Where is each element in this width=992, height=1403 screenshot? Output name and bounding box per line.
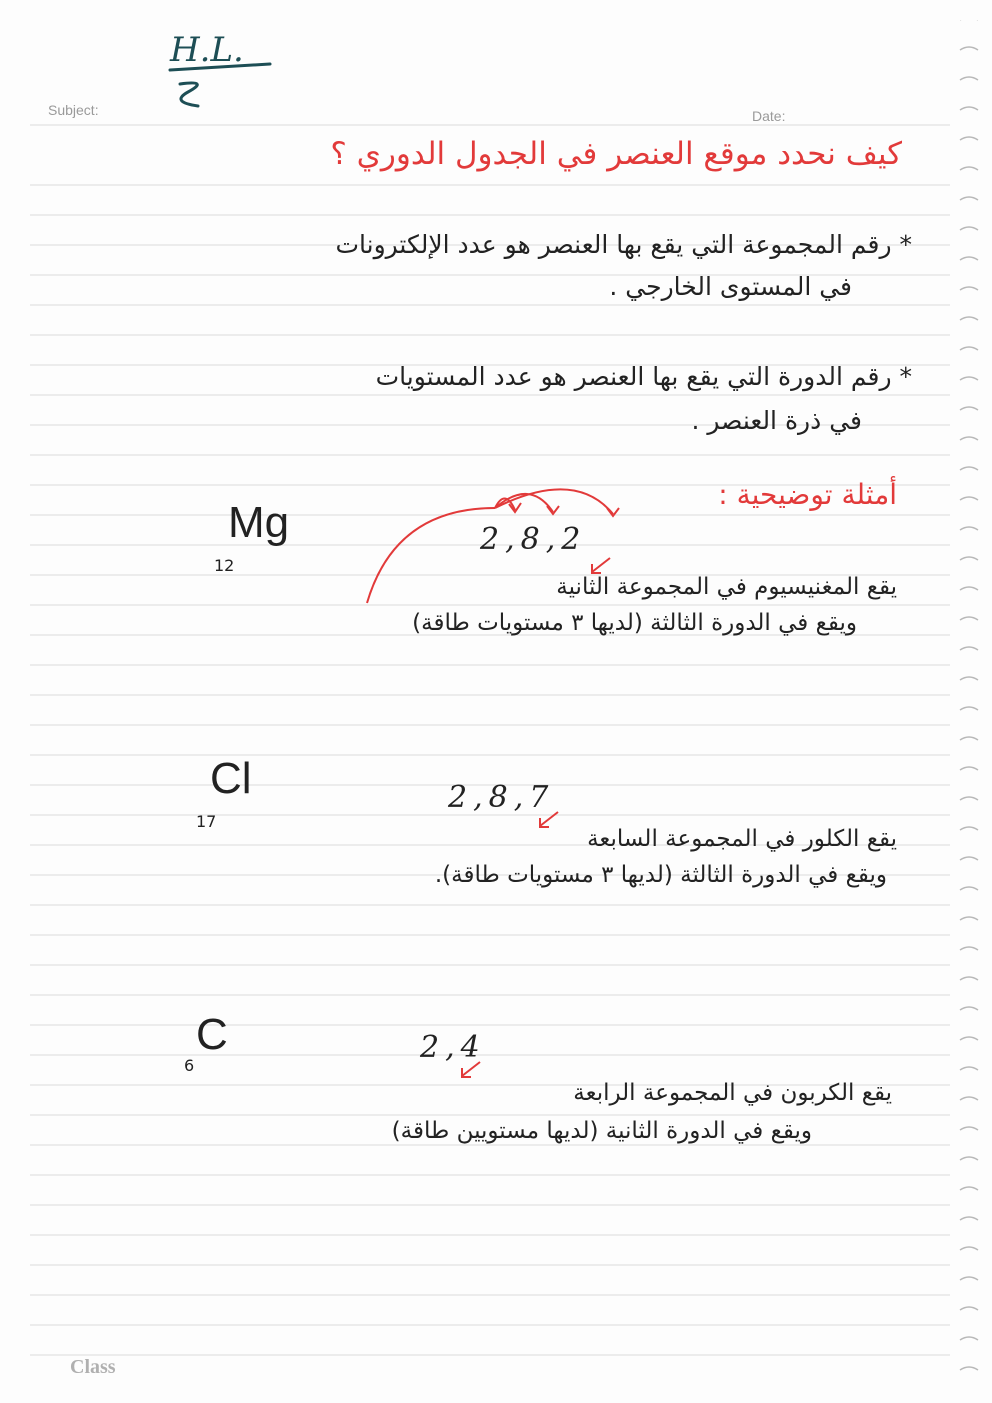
configuration-mg: 2,8,2: [480, 522, 587, 557]
footer-brand: Class: [70, 1356, 116, 1378]
mg-group-line: يقع المغنيسيوم في المجموعة الثانية: [556, 574, 897, 600]
cl-group-arrow: [534, 810, 562, 832]
element-symbol-cl: Cl: [210, 754, 252, 803]
mg-period-line: ويقع في الدورة الثالثة (لديها ٣ مستويات طاقة): [412, 610, 857, 636]
c-group-arrow: [456, 1060, 484, 1082]
element-symbol-c: C: [196, 1010, 228, 1059]
period-rule-line-2: في ذرة العنصر .: [691, 406, 862, 435]
configuration-cl: 2,8,7: [448, 780, 555, 815]
cl-period-line: ويقع في الدورة الثالثة (لديها ٣ مستويات طاقة).: [434, 862, 887, 888]
spiral-binding: [958, 20, 980, 1380]
element-symbol-mg: Mg: [228, 498, 290, 547]
c-period-line: ويقع في الدورة الثانية (لديها مستويين طاقة): [391, 1118, 812, 1144]
group-rule-line-1: * رقم المجموعة التي يقع بها العنصر هو عدد الإلكترونات: [335, 230, 912, 259]
period-rule-line-1: * رقم الدورة التي يقع بها العنصر هو عدد المستويات: [375, 362, 912, 391]
subject-label: Subject:: [48, 102, 99, 118]
page-title: كيف نحدد موقع العنصر في الجدول الدوري ؟: [330, 136, 902, 172]
atomic-number-mg: 12: [214, 556, 235, 575]
cl-group-line: يقع الكلور في المجموعة السابعة: [587, 826, 897, 852]
configuration-c: 2,4: [420, 1030, 486, 1065]
signature-flourish: [150, 62, 290, 110]
group-rule-line-2: في المستوى الخارجي .: [609, 272, 852, 301]
c-group-line: يقع الكربون في المجموعة الرابعة: [573, 1080, 892, 1106]
signature: H.L.: [170, 30, 244, 70]
atomic-number-cl: 17: [196, 812, 217, 831]
atomic-number-c: 6: [184, 1056, 195, 1075]
date-label: Date:: [752, 108, 786, 124]
examples-heading: أمثلة توضيحية :: [718, 478, 897, 511]
